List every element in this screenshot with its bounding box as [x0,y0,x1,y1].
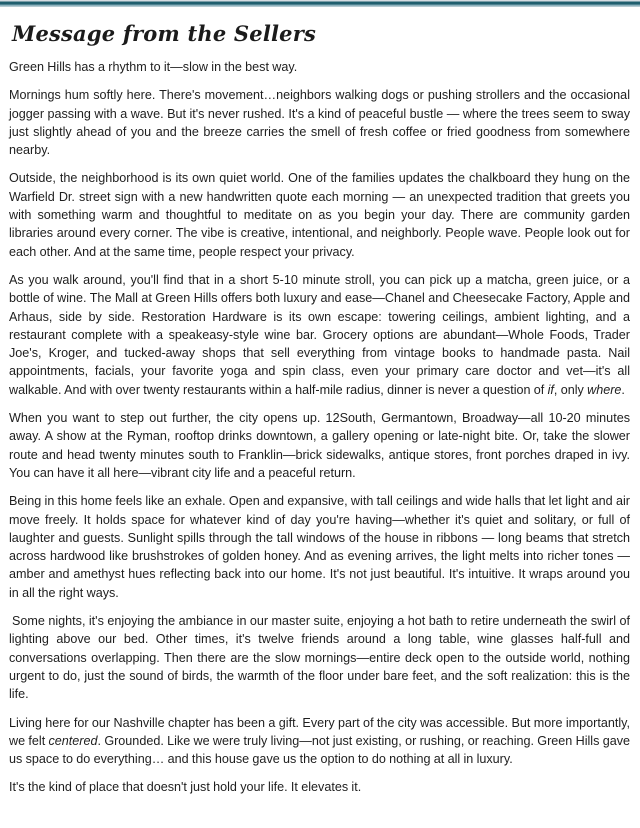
paragraph-closing: It's the kind of place that doesn't just hold your life. It elevates it. [9,780,362,795]
paragraph-city: When you want to step out further, the city opens up. 12South, Germantown, Broadway—all 10-20 minutes away. A show at the Ryman, rooftop drinks downtown, a gallery opening or late-night bite. Or, take the slower route and head twenty minutes south to Franklin—brick sidewalks, antique stores, front porches draped in ivy. You can have it all here—vibrant city life and a peaceful return. [9,411,630,480]
emphasis-where: where [587,382,622,397]
paragraph-neighborhood: Outside, the neighborhood is its own quiet world. One of the families updates the chalkboard they hung on the Warfield Dr. street sign with a new handwritten quote each morning — an unexpected tradition that greets you with something warm and thoughtful to meditate on as you begin your day. There are community garden libraries around every corner. The vibe is creative, intentional, and neighborly. People wave. People look out for each other. And at the same time, people respect your privacy. [9,171,630,259]
paragraph-nights: Some nights, it's enjoying the ambiance in our master suite, enjoying a hot bath to retire underneath the swirl of lighting above our bed. Other times, it's twelve friends around a long table, wine glasses half-full and conversations overlapping. Then there are the slow mornings—entire deck open to the outside world, nothing urgent to do, just the sound of birds, the warmth of the floor under bare feet, and the soft realization: this is the life. [9,614,630,702]
paragraph-living-end: . Grounded. Like we were truly living—not just existing, or rushing, or reaching. Green Hills gave us space to do everything… and this house gave us the option to do nothing at all in luxury. [9,733,631,767]
paragraph-walkability-mid: , only [553,382,588,397]
paragraph-living [9,714,630,769]
emphasis-if: if [547,382,554,397]
paragraph-mornings: Mornings hum softly here. There's movement…neighbors walking dogs or pushing strollers and the occasional jogger passing with a wave. But it's never rushed. It's a kind of peaceful bustle — where the trees seem to sway just slightly ahead of you and the breeze carries the smell of fresh coffee or fried goodness from somewhere nearby. [9,88,630,158]
header-rule [0,0,640,7]
page-title: Message from the Sellers [12,21,317,46]
paragraph-walkability-end: . [621,382,625,397]
letter-page [0,7,640,828]
emphasis-centered: centered [48,733,98,748]
paragraph-intro: Green Hills has a rhythm to it—slow in the best way. [9,60,298,74]
paragraph-walkability [9,271,630,399]
paragraph-home: Being in this home feels like an exhale. Open and expansive, with tall ceilings and wide halls that let light and air move freely. It holds space for whatever kind of day you're having—whether it's quiet and solitary, or full of laughter and guests. Sunlight spills through the tall windows of the house in ribbons — long beams that stretch across hardwood like brushstrokes of golden honey. And as evening arrives, the light melts into richer tones — amber and amethyst hues reflecting back into our home. It's not just beautiful. It's intuitive. It wraps around you in all the right ways. [9,494,630,600]
paragraph-living-text: Living here for our Nashville chapter has been a gift. Every part of the city was accessible. But more importantly, we felt [9,715,630,748]
paragraph-walkability-text: As you walk around, you'll find that in a short 5-10 minute stroll, you can pick up a matcha, green juice, or a bottle of wine. The Mall at Green Hills offers both luxury and ease—Chanel and Cheesecake Factory, Apple and Arhaus, side by side. Restoration Hardware is its own escape: towering ceilings, ambient lighting, and a restaurant complete with a speakeasy-style wine bar. Grocery options are abundant—Whole Foods, Trader Joe's, Kroger, and tucked-away shops that sell everything from vintage books to handmade pasta. Nail appointments, facials, your favorite yoga and spin class, even your primary care doctor and vet—it's all walkable. And with over twenty restaurants within a half-mile radius, dinner is never a question of [9,272,630,397]
